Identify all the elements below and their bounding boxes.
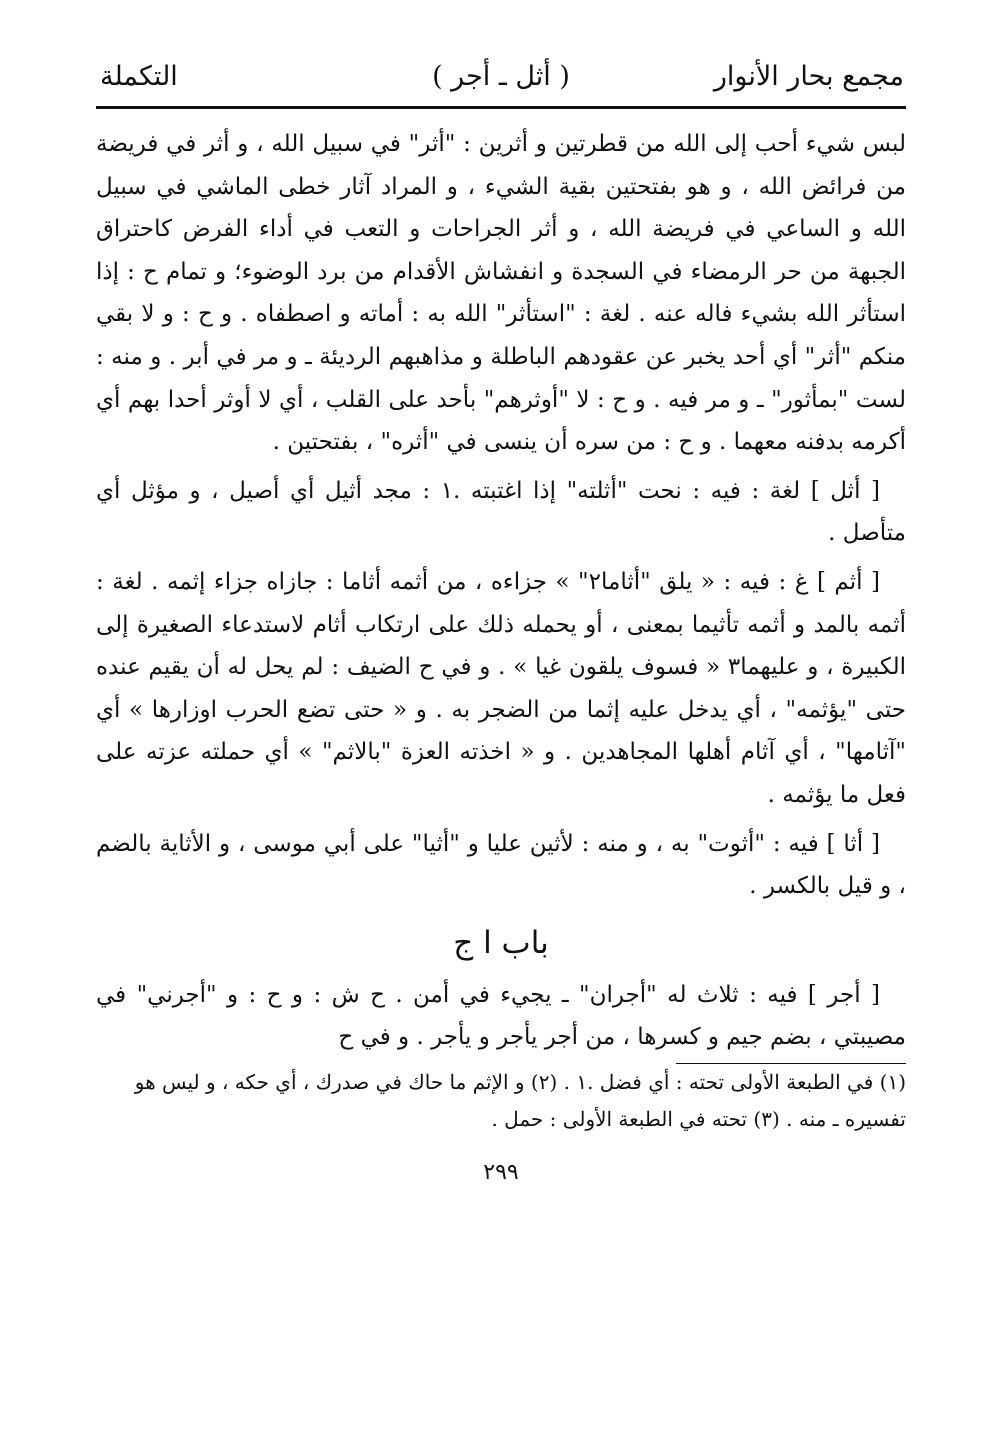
book-title: مجمع بحار الأنوار (713, 61, 904, 92)
paragraph-athar-continued: لبس شيء أحب إلى الله من قطرتين و أثرين : "أثر" في سبيل الله ، و أثر في فريضة من فرائض الله ، و هو بفتحتين بقية الشيء ، و المراد آثار خطى الماشي في سبيل الله و الساعي في فريضة الله ، و أثر الجراحات و التعب في أداء الفرض كاحتراق الجبهة من حر الرمضاء في السجدة و انفشاش الأقدام من برد الوضوء؛ و تمام ح : إذا استأثر الله بشيء فاله عنه . لغة : "استأثر" الله به : أماته و اصطفاه . و ح : و لا بقي منكم "أثر" أي أحد يخبر عن عقودهم الباطلة و مذاهبهم الرديئة ـ و مر في أبر . و منه : لست "بمأثور" ـ و مر فيه . و ح : لا "أوثرهم" بأحد على القلب ، أي لا أوثر أحدا بهم أي أكرمه بدفنه معهما . و ح : من سره أن ينسى في "أثره" ، بفتحتين . (96, 131, 906, 456)
page-number: ٢٩٩ (483, 1160, 519, 1186)
header-rule (96, 106, 906, 109)
entry-athm: [ أثم ] غ : فيه : « يلق "أثاما٢" » جزاءه ، من أثمه أثاما : جازاه جزاء إثمه . لغة : أثمه بالمد و أثمه تأثيما بمعنى ، أو يحمله ذلك على ارتكاب أثام لاستدعاء الصغيرة إلى الكبيرة ، و عليهما٣ « فسوف يلقون غيا » . و في ح الضيف : لم يحل له أن يقيم عنده حتى "يؤثمه" ، أي يدخل عليه إثما من الضجر به . و « حتى تضع الحرب اوزارها » أي "آثامها" ، أي آثام أهلها المجاهدين . و « اخذته العزة "بالاثم" » أي حملته عزته على فعل ما يؤثمه . (96, 568, 906, 808)
entry-atha: [ أثا ] فيه : "أثوت" به ، و منه : لأثين عليا و "أثيا" على أبي موسى ، و الأثاية بالضم ، و قيل بالكسر . (96, 830, 906, 900)
main-text (96, 123, 906, 1059)
footnote-text: (١) في الطبعة الأولى تحته : أي فضل .١ . (٢) و الإثم ما حاك في صدرك ، أي حكه ، و ليس هو تفسيره ـ منه . (٣) تحته في الطبعة الأولى : حمل . (134, 1070, 906, 1132)
book-page (96, 40, 906, 1400)
footnotes (96, 1064, 906, 1138)
section-range: ( أثل ـ أجر ) (432, 61, 570, 92)
supplement-label: التكملة (100, 61, 178, 92)
entry-athl: [ أثل ] لغة : فيه : نحت "أثلته" إذا اغتبته .١ : مجد أثيل أي أصيل ، و مؤثل أي متأصل . (96, 477, 906, 547)
entry-ajr: [ أجر ] فيه : ثلاث له "أجران" ـ يجيء في أمن . ح ش : و ح : و "أجرني" في مصيبتي ، بضم جيم و كسرها ، من أجر يأجر و يأجر . و في ح (96, 981, 906, 1051)
chapter-heading: باب ا ج (453, 924, 549, 961)
running-header (96, 40, 906, 92)
